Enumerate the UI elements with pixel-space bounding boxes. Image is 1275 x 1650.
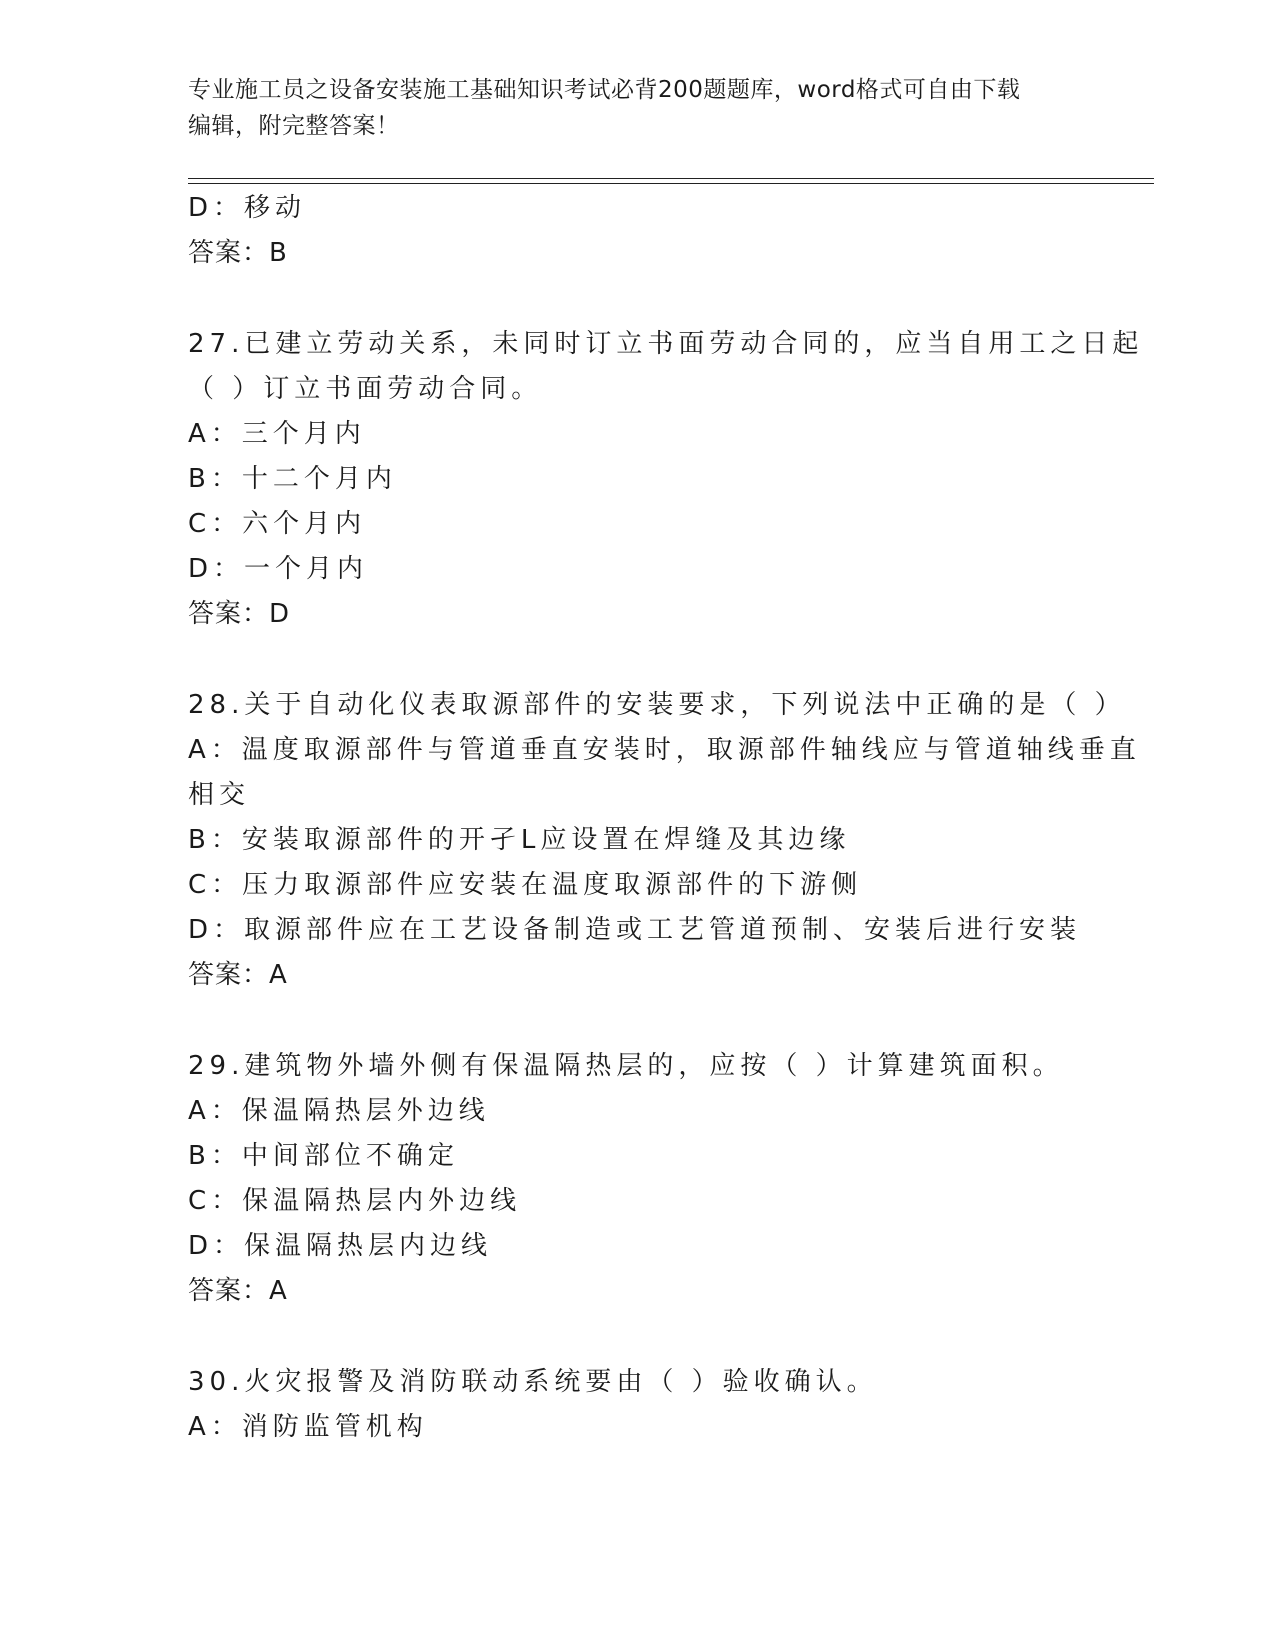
question-28-option-a-cont: 相交: [188, 780, 251, 810]
question-27-text: 27.已建立劳动关系，未同时订立书面劳动合同的，应当自用工之日起: [188, 329, 1144, 359]
header-divider-top: [188, 178, 1154, 179]
header-title-line-2: 编辑，附完整答案！: [188, 113, 400, 139]
question-27-option-a: A：三个月内: [188, 419, 366, 449]
header-divider-bottom: [188, 183, 1154, 184]
question-29-option-c: C：保温隔热层内外边线: [188, 1186, 522, 1216]
option-d-line: D：移动: [188, 193, 307, 223]
question-30-text: 30.火灾报警及消防联动系统要由（ ）验收确认。: [188, 1367, 878, 1397]
question-28-option-a: A：温度取源部件与管道垂直安装时，取源部件轴线应与管道轴线垂直: [188, 735, 1141, 765]
question-27-text-cont: （ ）订立书面劳动合同。: [188, 374, 543, 404]
question-28-option-d: D：取源部件应在工艺设备制造或工艺管道预制、安装后进行安装: [188, 915, 1082, 945]
question-27-option-b: B：十二个月内: [188, 464, 397, 494]
question-29-option-a: A：保温隔热层外边线: [188, 1096, 490, 1126]
question-29-text: 29.建筑物外墙外侧有保温隔热层的，应按（ ）计算建筑面积。: [188, 1051, 1064, 1081]
question-29-option-b: B：中间部位不确定: [188, 1141, 459, 1171]
question-28-text: 28.关于自动化仪表取源部件的安装要求，下列说法中正确的是（ ）: [188, 690, 1126, 720]
question-28-answer: 答案：A: [188, 960, 288, 990]
document-header: [188, 72, 1088, 144]
question-28-option-c: C：压力取源部件应安装在温度取源部件的下游侧: [188, 870, 863, 900]
question-29-option-d: D：保温隔热层内边线: [188, 1231, 493, 1261]
header-title-line-1: 专业施工员之设备安装施工基础知识考试必背200题题库，word格式可自由下载: [188, 77, 1021, 103]
question-27-option-c: C：六个月内: [188, 509, 367, 539]
question-27-answer: 答案：D: [188, 599, 291, 629]
question-30-option-a: A：消防监管机构: [188, 1412, 428, 1442]
question-29-answer: 答案：A: [188, 1276, 288, 1306]
question-27-option-d: D：一个月内: [188, 554, 369, 584]
question-28-option-b: B：安装取源部件的开孑L应设置在焊缝及其边缘: [188, 825, 851, 855]
answer-line: 答案：B: [188, 238, 288, 268]
